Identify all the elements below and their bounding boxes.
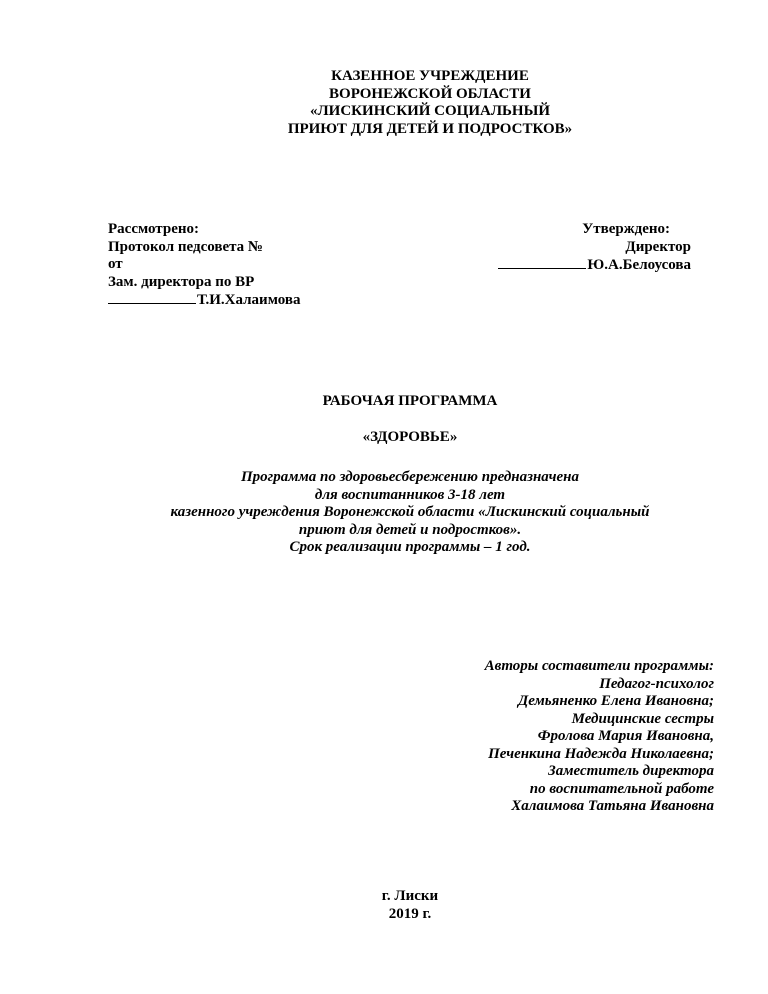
- author-line: Фролова Мария Ивановна,: [537, 728, 714, 744]
- program-authors: [380, 658, 714, 816]
- author-line: Медицинские сестры: [571, 710, 714, 727]
- program-title: РАБОЧАЯ ПРОГРАММА: [322, 393, 498, 409]
- director-label: Директор: [625, 238, 691, 255]
- author-line: Педагог-психолог: [599, 675, 714, 692]
- footer-city: г. Лиски: [381, 888, 439, 904]
- institution-header: [230, 68, 630, 138]
- program-description: [90, 469, 730, 557]
- header-line: ПРИЮТ ДЛЯ ДЕТЕЙ И ПОДРОСТКОВ»: [287, 120, 573, 137]
- author-line: Демьяненко Елена Ивановна;: [517, 693, 714, 709]
- signature-name: Т.И.Халаимова: [197, 292, 301, 308]
- author-line: Халаимова Татьяна Ивановна: [511, 798, 714, 814]
- footer: [300, 888, 520, 923]
- date-label: от: [108, 256, 123, 272]
- signature-line: [440, 256, 691, 275]
- author-line: Авторы составители программы:: [484, 658, 714, 674]
- description-line: казенного учреждения Воронежской области «Лискинский социальный: [170, 504, 650, 520]
- signature-blank: [108, 291, 196, 304]
- header-line: ВОРОНЕЖСКОЙ ОБЛАСТИ: [329, 85, 531, 102]
- program-name: «ЗДОРОВЬЕ»: [362, 429, 458, 445]
- signature-line: [108, 291, 368, 310]
- approval-approved: [440, 221, 691, 275]
- approval-considered: [108, 221, 368, 310]
- description-line: приют для детей и подростков».: [298, 521, 522, 538]
- author-line: Заместитель директора: [548, 763, 714, 779]
- description-line: Программа по здоровьесбережению предназначена: [241, 469, 579, 485]
- header-line: «ЛИСКИНСКИЙ СОЦИАЛЬНЫЙ: [309, 103, 550, 119]
- author-line: по воспитательной работе: [529, 780, 714, 797]
- signature-blank: [498, 256, 586, 269]
- header-line: КАЗЕННОЕ УЧРЕЖДЕНИЕ: [331, 68, 529, 84]
- author-line: Печенкина Надежда Николаевна;: [488, 745, 714, 762]
- description-line: Срок реализации программы – 1 год.: [289, 539, 531, 555]
- signature-name: Ю.А.Белоусова: [587, 257, 691, 273]
- footer-year: 2019 г.: [388, 905, 432, 922]
- approval-title: Утверждено:: [582, 221, 670, 237]
- approval-title: Рассмотрено:: [108, 221, 199, 237]
- description-line: для воспитанников 3-18 лет: [314, 486, 506, 503]
- deputy-label: Зам. директора по ВР: [108, 273, 255, 290]
- protocol-label: Протокол педсовета №: [108, 238, 264, 255]
